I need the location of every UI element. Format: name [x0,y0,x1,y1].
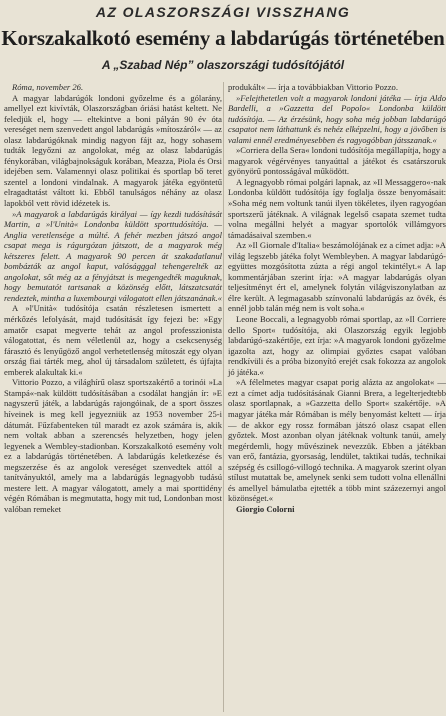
paragraph: A legnagyobb római polgári lapnak, az »Il Messaggero«-nak Londonba küldött tudósítója így foglalja össze benyomásait: »Soha még nem voltunk tanúi ilyen tökéletes, ilyen ragyogóan sportszerű játéknak. A világnak legelső csapata szemet tudta volna megállni helyét a magyar sportolók villámgyors támadásaival szemben.« [228,176,446,240]
subhead: A „Szabad Nép” olaszországi tudósítójától [101,58,345,72]
paragraph: »Felejthetetlen volt a magyarok londoni játéka — írja Aldo Bardelli, a »Gazzetta del Popolo« Londonba küldött tudósítója. — Az érzésünk, hogy soha még jobban labdarúgó csapatot nem láthattunk és nehéz elképzelni, hogy a jövőben is valami ennél eredményesebben és ragyogóbban játsszanak.« [228,92,446,145]
paragraph: produkált« — írja a továbbiakban Vittorio Pozzo. [228,82,398,92]
left-column [4,82,222,514]
paragraph: Leone Boccali, a legnagyobb római sportlap, az »Il Corriere dello Sport« tudósítója, aki Olaszország egyik legjobb labdarúgó-szakértője, ezt írja: »A magyarok londoni győzelme igazolta azt, hogy az olimpiai győztes csapat valóban rendkívüli és a próba bizonyító erejét csak fokozza az angolok jó játéka.« [228,314,446,377]
right-column [228,82,446,514]
paragraph: A »l'Unità« tudósítója csatán részletesen ismertett a mérkőzés lefolyását, majd tudósítását így fejezi be: »Egy amatőr csapat megverte tehát az angol professzionista válogatottat, és nem véletlenül az, hogy a csekcsenység fárasztó és lenyűgöző angol verhetetlenség mítoszát egy olyan ország fiai tárték meg, ahol új társadalom született, és újfajta emberek alakultak ki.« [4,303,222,377]
kicker: AZ OLASZORSZÁGI VISSZHANG [95,4,351,20]
dateline: Róma, november 26. [12,82,84,92]
paragraph: Az »Il Giornale d'Italia« beszámolójának ez a címet adja: »A világ legszebb játéka folyt Wembleyben. A magyar labdarúgó-együttes mozgósította zúzta a régi angol tekintélyt.« A lap kommentárjában szerint írja: »A magyar labdarúgás olyan teljesítményt ért el, amelynek folytán világviszonylatban az élre került. A legmagasabb színvonalú labdarúgás az övék, és ennél jobb talán még nem is volt soha.« [228,240,446,314]
column-divider [223,82,224,712]
paragraph: Vittorio Pozzo, a világhírű olasz sportszakértő a torinói »La Stampá«-nak küldött tudósításában a csodálat hangján ír: »E nagyszerű játék, a labdarúgás rajongóinak, de a sport összes híveinek is meg kell jegyezniük az 1953 november 25-i dátumát. Fűzfabenteken túl maradt ez azok számára is, akik nem voltak abban a szerencsés helyzetben, hogy jelen legyenek a Wembley-stadionban. Korszakalkotó esemény volt ez a labdarúgás történetében. A labdarúgás keletkezése és megszerzése és az angolok vereséget szenvedtek attól a tanítványuktól, amely ma a labdarúgás legnagyobb tudású mestere lett. A magyar válogatott, amely a mai sporttidény végén Rómában is megmutatta, hogy mit tud, Londonban most valóban remeket [4,377,222,514]
paragraph: A magyar labdarúgók londoni győzelme és a gólarány, amellyel ezt kivívták, Olaszországban óriási hatást keltett. Ne feledjük el, hogy — eltekintve a boni pályán 90 év óta vereséget nem szenvedett angol labdarúgás »mítoszáról« — az olasz labdarúgóknak mindig nagyon fájt az, hogy sohasem tudták legyőzni az angolokat, még az olasz labdarúgás fénykorában, világbajnokságuk korában, Meazza, Piola és Orsi idejében sem. Valamennyi olasz politikai és sportlap bő teret szentel a londoni vindalnak. A magyarok játéka egyöntetű elragadtatást váltott ki. Ebből tanulságos néhány az olasz lapokból vett rövid idézetek is. [4,92,222,209]
signature: Giorgio Colorni [236,503,295,514]
paragraph: »A magyarok a labdarúgás királyai — így kezdi tudósítását Martin, a »l'Unità« Londonba küldött sporttudósítója. — Anglia veretlensége a múlté. A fehér mezben játszó angol csapat mega is rágurgózan játszott, de a magyarok még kétszeres felett. A magyarok 90 percen át szakadatlanul bombázták az angol kaput, valóságggal tehengerelték az angolokat, sőt még az a fényjátszt is megengedték maguknak, hogy bemutatót tartsanak a közönség előtt, látszatcsatát rendeztek, mintha a luxembourgi válogatott ellen játszanának.« [4,208,222,303]
headline: Korszakalkotó esemény a labdarúgás történetében [1,26,445,50]
paragraph: »Corriera della Sera« londoni tudósítója megállapítja, hogy a magyarok végérvényes tanyaúttal a játékot és csatárszoruk gyönyörű pontosságával működött. [228,145,446,177]
paragraph: »A félelmetes magyar csapat porig alázta az angolokat« — ezt a címet adja tudósításának Gianni Brera, a legelterjedtebb olasz sportlapnak, a »Gazzetta dello Sport« szakértője. »A magyar játéka már Rómában is mély benyomást keltett — írja — de akkor egy rossz formában játszó olasz csapat ellen győztek. Most azonban olyan játéknak voltunk tanúi, amely megérdemli, hogy művészinek nevezzük. Ebben a játékban van erő, fantázia, gyorsaság, lendület, taktikai tudás, technikai szépség és csillogó-villogó technika. A magyarok szerint olyan stílust mutattak be, amelynek senki sem tudott volna ellenállni és amellyel bámulatba ejtették a több mint százezernyi angol közönséget.« [228,377,446,504]
